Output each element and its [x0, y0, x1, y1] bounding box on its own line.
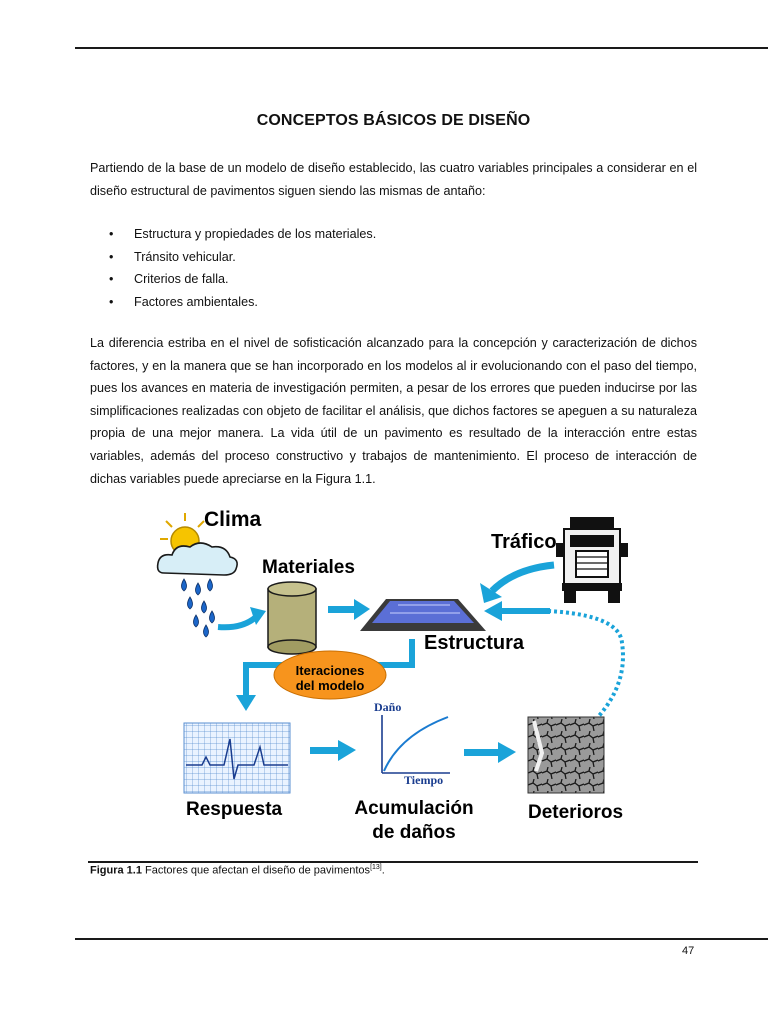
- figure-caption: Figura 1.1 Factores que afectan el diseño de pavimentos[13].: [90, 864, 385, 877]
- damage-curve-icon: [382, 715, 450, 773]
- axis-label-tiempo: Tiempo: [404, 773, 444, 787]
- caption-rule: [88, 861, 698, 863]
- list-item: • Factores ambientales.: [90, 291, 650, 314]
- bullet-icon: •: [109, 227, 114, 241]
- section-title: CONCEPTOS BÁSICOS DE DISEÑO: [256, 112, 531, 129]
- bullet-icon: •: [109, 272, 114, 287]
- road-icon: [360, 599, 486, 631]
- cylinder-icon: [268, 582, 316, 654]
- list-item: • Criterios de falla.: [90, 268, 650, 291]
- footer-rule: [75, 938, 768, 940]
- axis-label-dano: Daño: [374, 700, 402, 714]
- list-item: • Tránsito vehicular.: [90, 246, 650, 269]
- body-paragraph: La diferencia estriba en el nivel de sofisticación alcanzado para la concepción y caracterización de dichos factores, y en la manera que se han incorporado en los modelos al ir evolucionando con el paso del tiempo, pues los avances en materia de investigación permiten, a pesar de los errores que pueden inducirse por las simplificaciones realizadas con objeto de facilitar el análisis, que dichos factores se apeguen a su naturaleza propia de una mejor manera. La vida útil de un pavimento es resultado de la interacción entre estas variables, además del proceso constructivo y trabajos de mantenimiento. El proceso de interacción de dichas variables puede apreciarse en la Figura 1.1.: [90, 336, 697, 486]
- intro-paragraph: Partiendo de la base de un modelo de diseño establecido, las cuatro variables principales a considerar en el diseño estructural de pavimentos siguen siendo las mismas de antaño:: [90, 161, 697, 198]
- variables-list: [90, 223, 650, 313]
- label-respuesta: Respuesta: [186, 799, 283, 820]
- label-clima: Clima: [204, 508, 262, 531]
- ecg-grid-icon: [184, 723, 290, 793]
- label-materiales: Materiales: [262, 557, 355, 578]
- label-trafico: Tráfico: [491, 531, 557, 553]
- label-acumulacion: Acumulación de daños: [354, 798, 474, 843]
- cracked-ground-icon: [528, 717, 604, 793]
- label-deterioros: Deterioros: [528, 802, 624, 823]
- bullet-icon: •: [109, 294, 114, 309]
- label-estructura: Estructura: [424, 632, 525, 654]
- label-iteraciones: Iteraciones del modelo: [295, 663, 365, 693]
- page-number: 47: [682, 945, 695, 957]
- list-item: • Estructura y propiedades de los materiales.: [90, 223, 650, 246]
- figure-pavement-factors: [150, 503, 768, 855]
- header-rule: [75, 47, 768, 49]
- truck-icon: [556, 517, 628, 603]
- bullet-icon: •: [109, 249, 114, 264]
